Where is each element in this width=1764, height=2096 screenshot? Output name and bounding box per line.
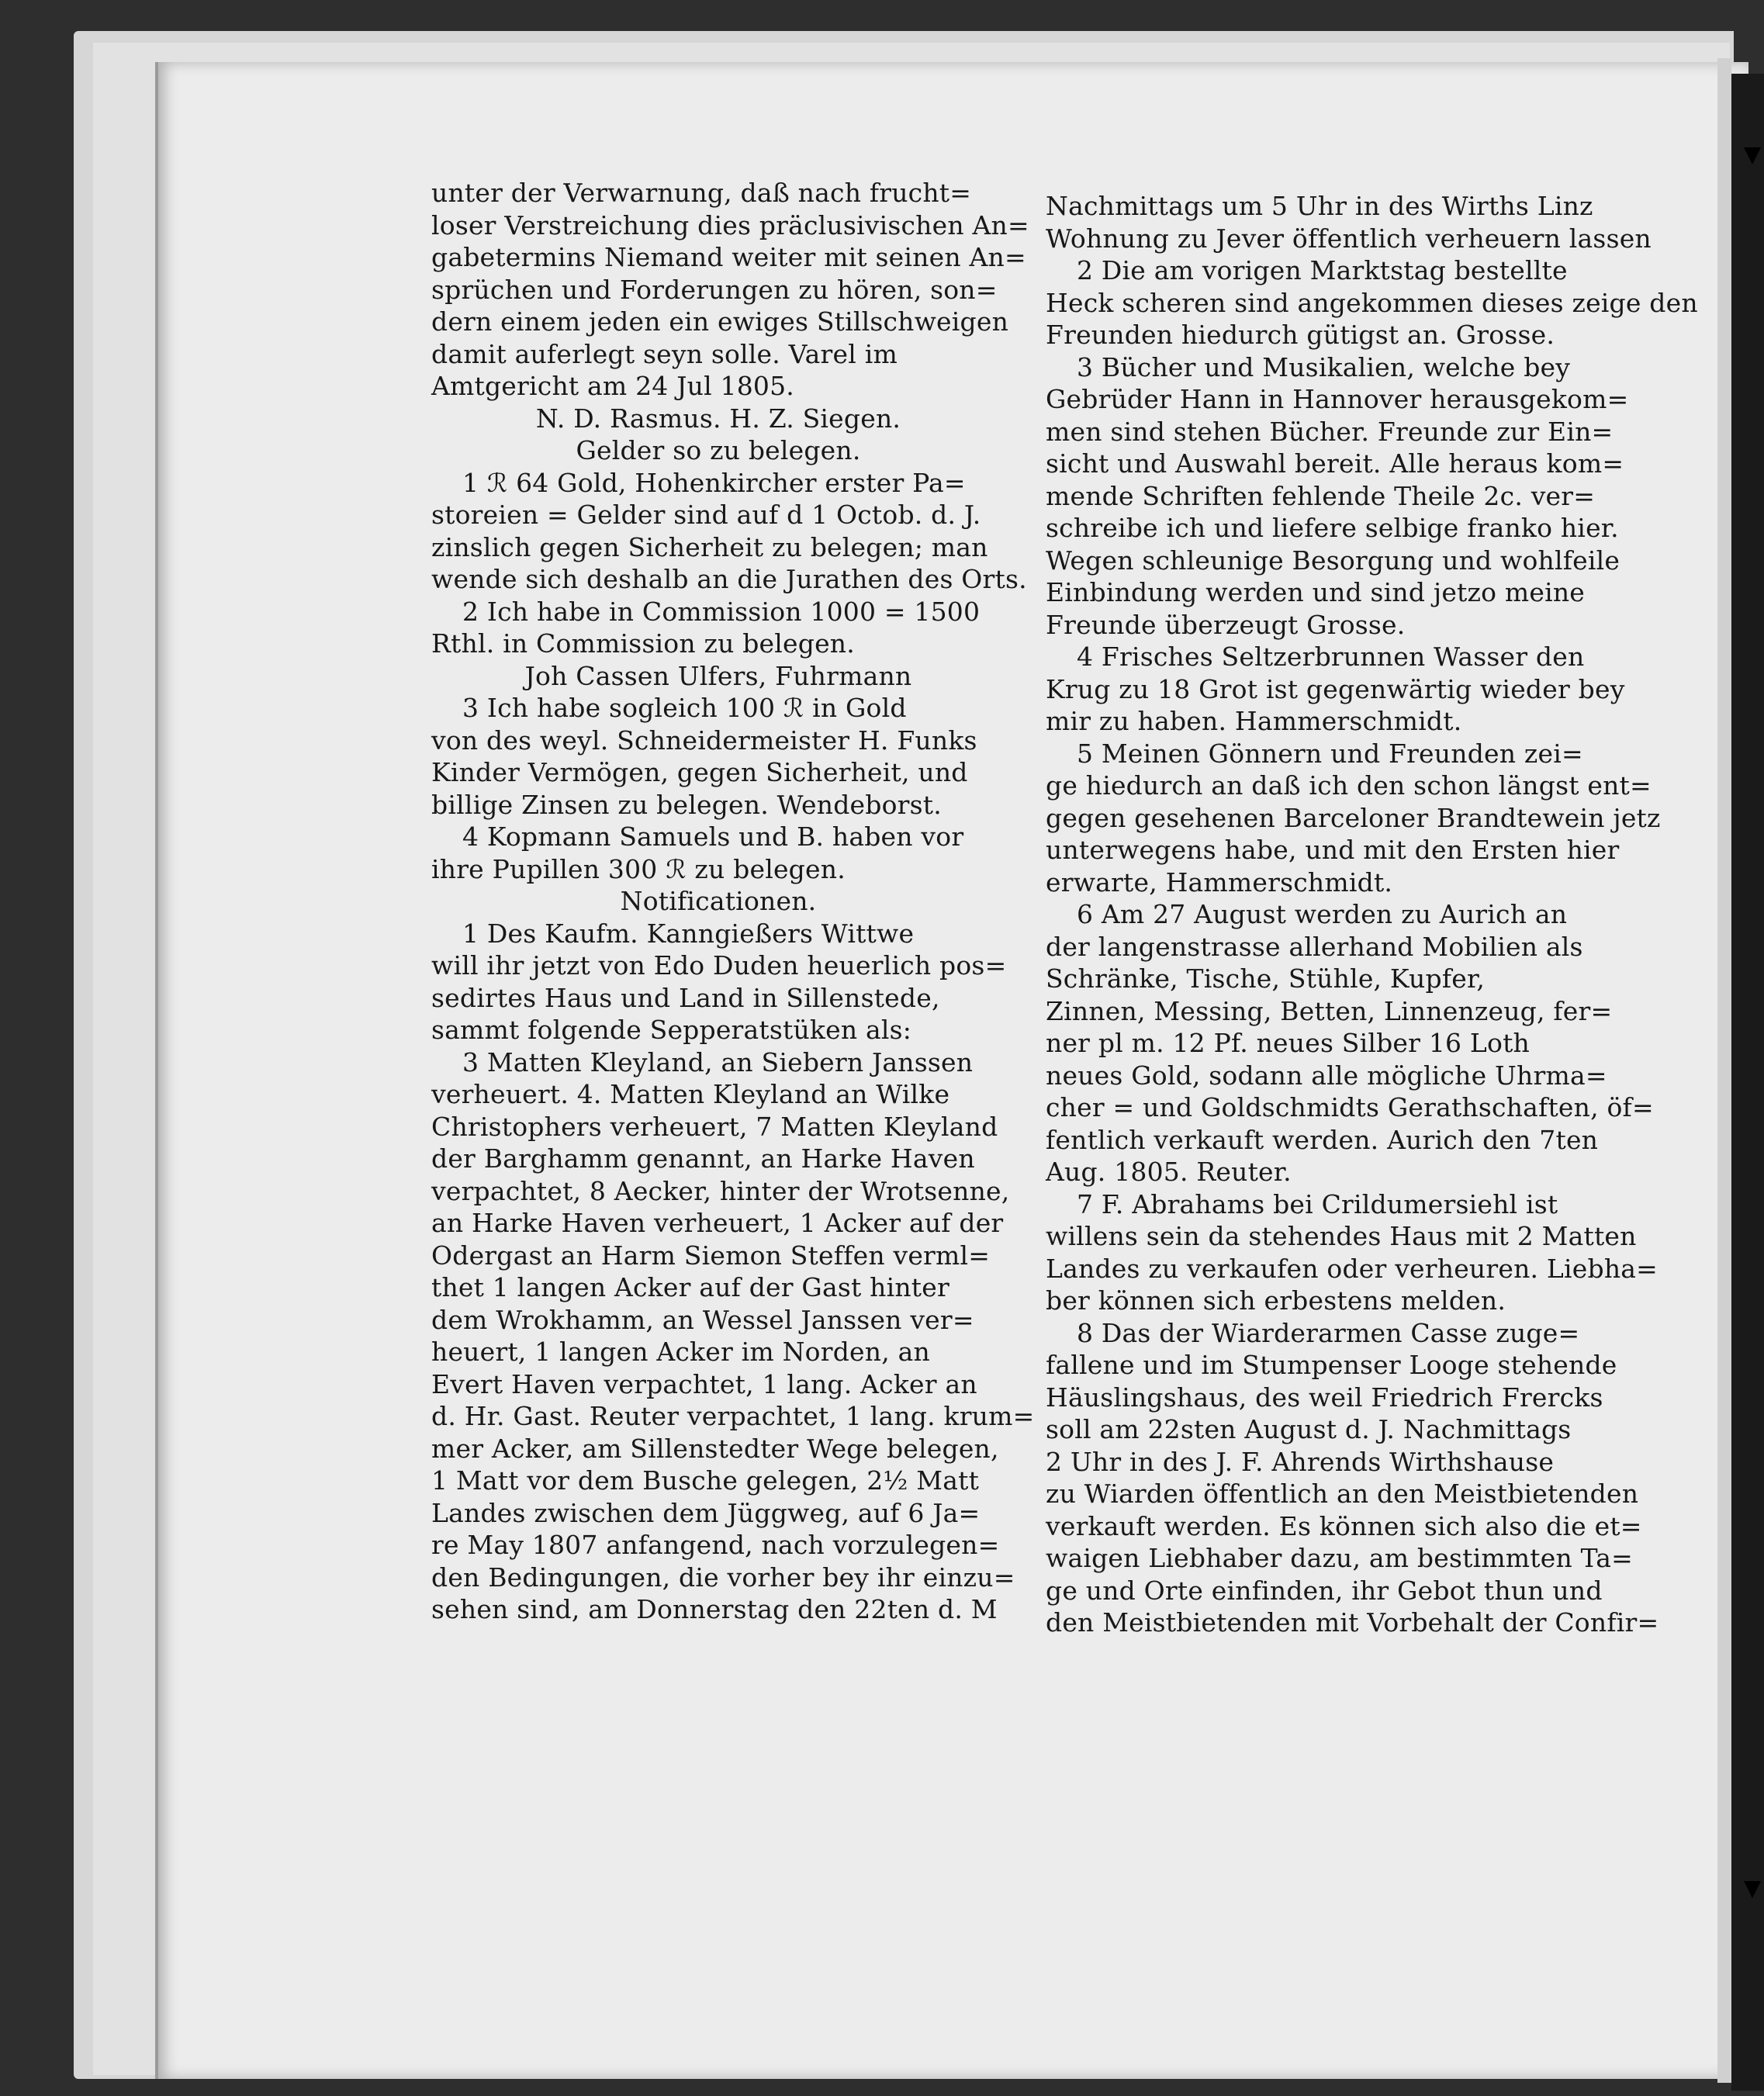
text-line: 1 ℛ 64 Gold, Hohenkircher erster Pa= <box>462 467 966 498</box>
text-line: 2 Ich habe in Commission 1000 = 1500 <box>462 596 981 627</box>
text-line: 5 Meinen Gönnern und Freunden zei= <box>1077 738 1583 769</box>
text-line: 3 Matten Kleyland, an Siebern Janssen <box>462 1046 974 1077</box>
text-line: mer Acker, am Sillenstedter Wege belegen, <box>431 1433 999 1464</box>
text-line: billige Zinsen zu belegen. Wendeborst. <box>431 789 942 820</box>
text-line: zinslich gegen Sicherheit zu belegen; man <box>431 531 988 562</box>
text-line: Zinnen, Messing, Betten, Linnenzeug, fer= <box>1046 995 1613 1026</box>
text-line: sicht und Auswahl bereit. Alle heraus kom= <box>1046 448 1624 479</box>
text-line: heuert, 1 langen Acker im Norden, an <box>431 1337 930 1367</box>
text-line: men sind stehen Bücher. Freunde zur Ein= <box>1046 416 1614 447</box>
text-line: Wohnung zu Jever öffentlich verheuern lassen <box>1046 223 1652 254</box>
text-line: der Barghamm genannt, an Harke Haven <box>431 1143 975 1174</box>
text-line: mir zu haben. Hammerschmidt. <box>1046 706 1462 736</box>
text-line: 6 Am 27 August werden zu Aurich an <box>1077 899 1568 929</box>
text-line: sprüchen und Forderungen zu hören, son= <box>431 274 998 305</box>
text-line: cher = und Goldschmidts Gerathschaften, öf= <box>1046 1092 1654 1122</box>
text-line: thet 1 langen Acker auf der Gast hinter <box>431 1272 949 1302</box>
text-line: N. D. Rasmus. H. Z. Siegen. <box>535 403 901 434</box>
text-line: Aug. 1805. Reuter. <box>1046 1157 1292 1187</box>
text-line: Rthl. in Commission zu belegen. <box>431 628 855 659</box>
text-line: den Bedingungen, die vorher bey ihr einzu= <box>431 1562 1015 1593</box>
text-line: schreibe ich und liefere selbige franko hier. <box>1046 513 1619 543</box>
text-line: ihre Pupillen 300 ℛ zu belegen. <box>431 853 846 884</box>
text-line: Gebrüder Hann in Hannover herausgekom= <box>1046 384 1629 414</box>
text-line: von des weyl. Schneidermeister H. Funks <box>431 725 977 756</box>
text-line: 3 Bücher und Musikalien, welche bey <box>1077 351 1571 382</box>
text-line: ner pl m. 12 Pf. neues Silber 16 Loth <box>1046 1028 1530 1058</box>
text-line: ge und Orte einfinden, ihr Gebot thun und <box>1046 1575 1603 1606</box>
text-line: gegen gesehenen Barceloner Brandtewein jetz <box>1046 802 1661 833</box>
text-line: verpachtet, 8 Aecker, hinter der Wrotsenne, <box>431 1175 1010 1206</box>
text-line: Landes zwischen dem Jüggweg, auf 6 Ja= <box>431 1497 981 1528</box>
text-line: d. Hr. Gast. Reuter verpachtet, 1 lang. krum= <box>431 1401 1035 1431</box>
text-line: dern einem jeden ein ewiges Stillschweigen <box>431 306 1009 337</box>
text-line: ber können sich erbestens melden. <box>1046 1285 1506 1316</box>
text-line: sedirtes Haus und Land in Sillenstede, <box>431 982 940 1013</box>
text-line: Freunde überzeugt Grosse. <box>1046 609 1406 640</box>
text-line: verheuert. 4. Matten Kleyland an Wilke <box>431 1079 950 1109</box>
text-line: Evert Haven verpachtet, 1 lang. Acker an <box>431 1368 977 1399</box>
facing-page-edge <box>1717 58 1731 2083</box>
text-line: damit auferlegt seyn solle. Varel im <box>431 338 898 369</box>
text-line: 4 Frisches Seltzerbrunnen Wasser den <box>1077 642 1585 672</box>
text-line: fallene und im Stumpenser Looge stehende <box>1046 1350 1617 1380</box>
text-line: Notificationen. <box>620 886 817 916</box>
text-line: Wegen schleunige Besorgung und wohlfeile <box>1046 545 1620 576</box>
text-line: neues Gold, sodann alle mögliche Uhrma= <box>1046 1060 1607 1091</box>
text-line: Landes zu verkaufen oder verheuren. Liebha= <box>1046 1253 1659 1284</box>
page-marker-bottom <box>1744 1881 1761 1898</box>
text-line: Gelder so zu belegen. <box>576 435 861 465</box>
text-line: Christophers verheuert, 7 Matten Kleyland <box>431 1111 998 1142</box>
text-line: Kinder Vermögen, gegen Sicherheit, und <box>431 757 968 787</box>
text-line: mende Schriften fehlende Theile 2c. ver= <box>1046 480 1596 511</box>
text-line: unter der Verwarnung, daß nach frucht= <box>431 178 972 208</box>
text-line: verkauft werden. Es können sich also die et= <box>1046 1510 1642 1541</box>
text-line: an Harke Haven verheuert, 1 Acker auf der <box>431 1208 1004 1238</box>
page-marker-top <box>1744 147 1761 164</box>
binding-shadow <box>1731 74 1764 2091</box>
text-line: Krug zu 18 Grot ist gegenwärtig wieder bey <box>1046 673 1625 704</box>
text-line: 3 Ich habe sogleich 100 ℛ in Gold <box>462 693 907 723</box>
left-text-column <box>431 177 1035 1626</box>
text-line: den Meistbietenden mit Vorbehalt der Confir= <box>1046 1607 1659 1638</box>
text-line: willens sein da stehendes Haus mit 2 Matten <box>1046 1221 1637 1251</box>
text-line: loser Verstreichung dies präclusivischen An= <box>431 209 1029 240</box>
text-line: zu Wiarden öffentlich an den Meistbietenden <box>1046 1479 1639 1509</box>
text-line: 8 Das der Wiarderarmen Casse zuge= <box>1077 1317 1580 1348</box>
right-text-column <box>1046 190 1698 1639</box>
text-line: Häuslingshaus, des weil Friedrich Frercks <box>1046 1382 1603 1413</box>
text-line: Nachmittags um 5 Uhr in des Wirths Linz <box>1046 191 1593 221</box>
text-line: re May 1807 anfangend, nach vorzulegen= <box>431 1530 1000 1560</box>
text-line: erwarte, Hammerschmidt. <box>1046 866 1393 898</box>
text-line: dem Wrokhamm, an Wessel Janssen ver= <box>431 1304 974 1335</box>
text-line: Heck scheren sind angekommen dieses zeige den <box>1046 287 1698 318</box>
text-line: will ihr jetzt von Edo Duden heuerlich pos= <box>431 950 1007 981</box>
text-line: 4 Kopmann Samuels und B. haben vor <box>462 821 964 852</box>
text-line: Freunden hiedurch gütigst an. Grosse. <box>1046 320 1555 350</box>
text-line: 1 Des Kaufm. Kanngießers Wittwe <box>462 918 915 949</box>
text-line: Joh Cassen Ulfers, Fuhrmann <box>524 660 912 691</box>
text-line: sehen sind, am Donnerstag den 22ten d. M <box>431 1594 998 1624</box>
text-line: Schränke, Tische, Stühle, Kupfer, <box>1046 963 1486 994</box>
text-line: gabetermins Niemand weiter mit seinen An= <box>431 242 1026 272</box>
text-line: Amtgericht am 24 Jul 1805. <box>431 371 794 401</box>
text-line: 7 F. Abrahams bei Crildumersiehl ist <box>1077 1188 1558 1219</box>
text-line: sammt folgende Sepperatstüken als: <box>431 1015 912 1045</box>
text-line: 2 Uhr in des J. F. Ahrends Wirthshause <box>1046 1446 1555 1477</box>
text-line: 1 Matt vor dem Busche gelegen, 2½ Matt <box>431 1465 980 1496</box>
text-line: storeien = Gelder sind auf d 1 Octob. d. J. <box>431 500 981 530</box>
text-line: waigen Liebhaber dazu, am bestimmten Ta= <box>1046 1543 1634 1573</box>
text-line: soll am 22sten August d. J. Nachmittags <box>1046 1414 1572 1444</box>
text-line: Einbindung werden und sind jetzo meine <box>1046 577 1586 607</box>
text-line: ge hiedurch an daß ich den schon längst ent= <box>1046 770 1652 801</box>
text-line: wende sich deshalb an die Jurathen des Orts. <box>431 564 1027 594</box>
text-line: Odergast an Harm Siemon Steffen verml= <box>431 1240 991 1271</box>
text-line: unterwegens habe, und mit den Ersten hier <box>1046 835 1620 865</box>
text-line: 2 Die am vorigen Marktstag bestellte <box>1077 255 1568 285</box>
text-line: fentlich verkauft werden. Aurich den 7ten <box>1046 1124 1599 1155</box>
text-line: der langenstrasse allerhand Mobilien als <box>1046 931 1583 962</box>
